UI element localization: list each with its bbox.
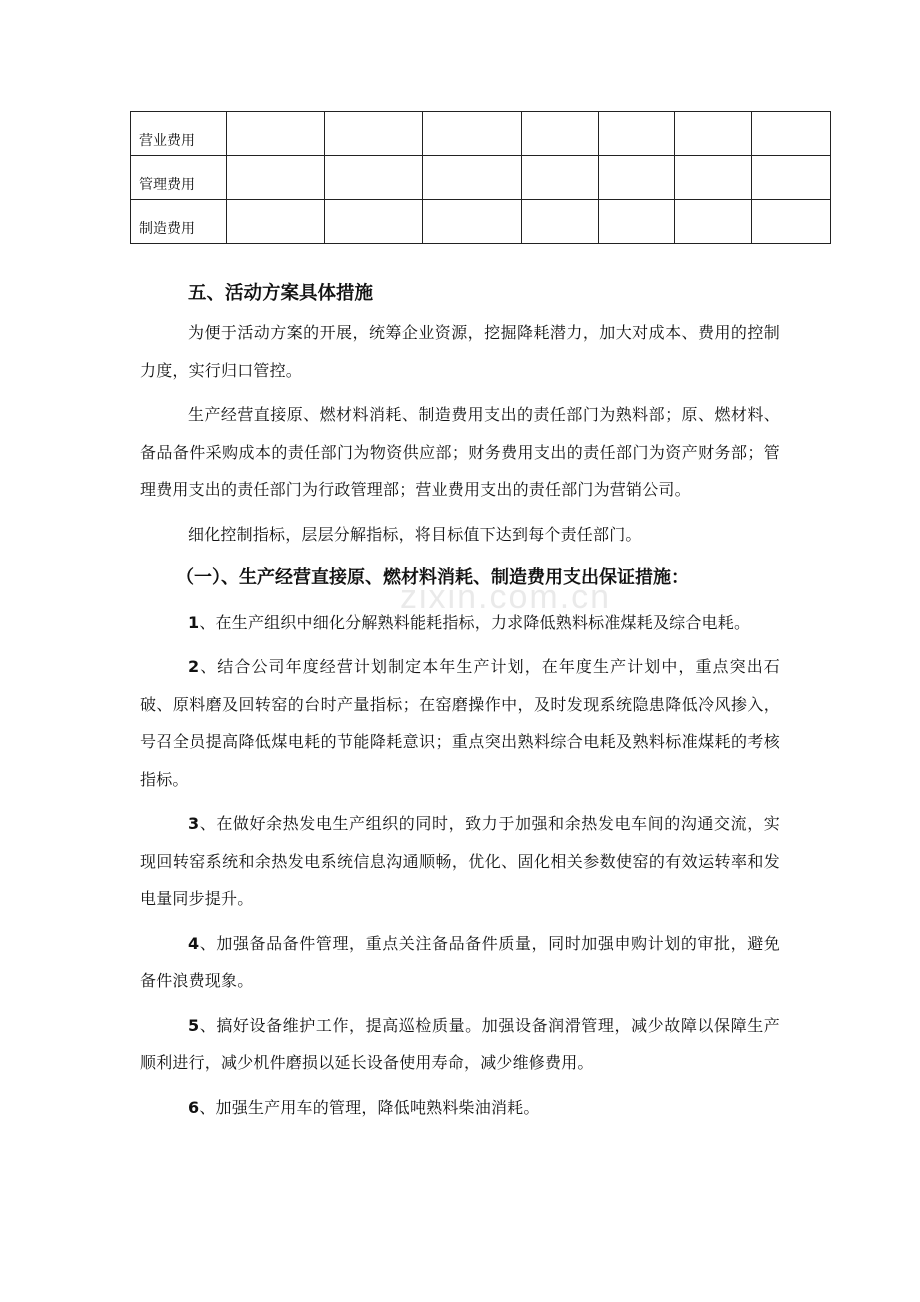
item-text: 、结合公司年度经营计划制定本年生产计划，在年度生产计划中，重点突出石破、原料磨及回转窑的台时产量指标；在窑磨操作中，及时发现系统隐患降低冷风掺入，号召全员提高降低煤电耗的节能降耗意识；重点突出熟料综合电耗及熟料标准煤耗的考核指标。 [140,657,780,789]
row-label: 管理费用 [131,156,227,200]
table-cell [227,200,325,244]
item-text: 、在做好余热发电生产组织的同时，致力于加强和余热发电车间的沟通交流，实现回转窑系统和余热发电系统信息沟通顺畅，优化、固化相关参数使窑的有效运转率和发电量同步提升。 [140,814,780,908]
table-cell [522,112,599,156]
table-cell [325,112,423,156]
table-cell [599,200,675,244]
section-heading: 五、活动方案具体措施 [188,283,374,304]
table-cell [675,112,752,156]
table-row [131,112,831,156]
item-text: 、在生产组织中细化分解熟料能耗指标，力求降低熟料标准煤耗及综合电耗。 [199,612,751,632]
table-cell [522,156,599,200]
item-text: 、加强备品备件管理，重点关注备品备件质量，同时加强申购计划的审批，避免备件浪费现象。 [140,933,780,990]
table-cell [522,200,599,244]
list-item [140,604,780,642]
list-item [140,1007,780,1082]
table-cell [752,112,831,156]
item-number: 5 [188,1015,200,1035]
table-cell [325,200,423,244]
list-item [140,805,780,918]
expense-table [130,111,831,244]
sub-heading: （一）、生产经营直接原、燃材料消耗、制造费用支出保证措施： [176,567,689,588]
item-number: 1 [188,612,200,632]
table-cell [227,156,325,200]
paragraph: 生产经营直接原、燃材料消耗、制造费用支出的责任部门为熟料部；原、燃材料、备品备件采购成本的责任部门为物资供应部；财务费用支出的责任部门为资产财务部；管理费用支出的责任部门为行政管理部；营业费用支出的责任部门为营销公司。 [140,405,780,499]
list-item [140,925,780,1000]
row-label: 制造费用 [131,200,227,244]
table-cell [423,156,522,200]
table-cell [227,112,325,156]
item-number: 3 [188,814,200,833]
item-number: 2 [188,657,200,676]
item-text: 、加强生产用车的管理，降低吨熟料柴油消耗。 [199,1097,540,1117]
table-cell [599,112,675,156]
table-cell [423,112,522,156]
row-label: 营业费用 [131,112,227,156]
item-number: 4 [188,933,200,953]
table-cell [675,200,752,244]
paragraph: 为便于活动方案的开展，统筹企业资源，挖掘降耗潜力，加大对成本、费用的控制力度，实行归口管控。 [140,323,780,380]
list-item [140,648,780,798]
table-row [131,156,831,200]
table-cell [423,200,522,244]
list-item [140,1089,780,1127]
table-cell [675,156,752,200]
item-text: 、搞好设备维护工作，提高巡检质量。加强设备润滑管理，减少故障以保障生产顺利进行，减少机件磨损以延长设备使用寿命，减少维修费用。 [140,1015,780,1072]
table-cell [599,156,675,200]
table-row [131,200,831,244]
table-cell [325,156,423,200]
item-number: 6 [188,1097,200,1117]
paragraph: 细化控制指标，层层分解指标，将目标值下达到每个责任部门。 [188,524,642,544]
section-body [140,274,780,1126]
table-cell [752,156,831,200]
watermark: zixin.com.cn [400,578,612,616]
table-cell [752,200,831,244]
